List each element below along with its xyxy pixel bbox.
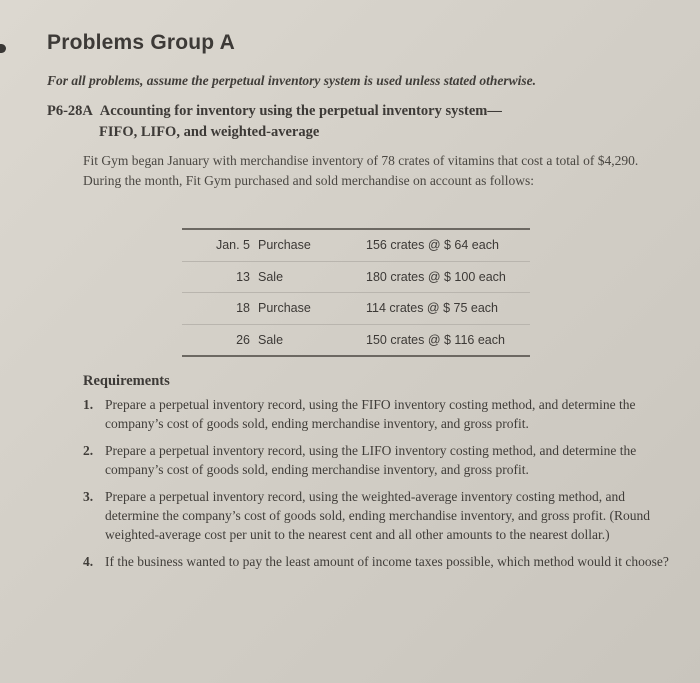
transaction-type: Sale [258, 332, 284, 347]
intro-instruction: For all problems, assume the perpetual inventory system is used unless stated otherwise. [47, 73, 537, 88]
requirement-text: Prepare a perpetual inventory record, using the FIFO inventory costing method, and determine the company’s cost of goods sold, ending merchandise inventory, and gross profit. [105, 397, 636, 431]
requirement-text: Prepare a perpetual inventory record, using the weighted-average inventory costing method, and determine the company’s cost of goods sold, ending merchandise inventory, and gross profit. (Round weighted-average cost per unit to the nearest cent and all other amounts to the nearest dollar.) [105, 489, 651, 542]
requirement-text: If the business wanted to pay the least amount of income taxes possible, which method would it choose? [105, 554, 669, 569]
transaction-detail: 114 crates @ $ 75 each [366, 301, 498, 315]
requirement-item [83, 487, 678, 544]
problem-title-line2: FIFO, LIFO, and weighted-average [99, 124, 320, 140]
transaction-type: Sale [258, 269, 284, 284]
requirements-list [83, 395, 678, 579]
requirement-number: 2. [83, 443, 94, 458]
transaction-date: Jan. 5 [215, 238, 250, 252]
transaction-date: 26 [236, 332, 250, 347]
margin-bullet [0, 44, 6, 53]
requirement-item [83, 441, 678, 479]
problem-code: P6-28A [47, 103, 93, 119]
table-row [182, 292, 530, 324]
table-row [182, 261, 530, 293]
requirement-number: 1. [83, 397, 94, 412]
transaction-detail: 156 crates @ $ 64 each [366, 238, 499, 252]
transaction-type: Purchase [258, 301, 311, 315]
requirement-number: 4. [83, 554, 94, 569]
requirement-number: 3. [83, 489, 94, 504]
transaction-date: 18 [236, 301, 250, 315]
requirements-title: Requirements [83, 373, 170, 389]
section-heading: Problems Group A [47, 31, 235, 54]
transaction-detail: 150 crates @ $ 116 each [366, 332, 505, 347]
transaction-date: 13 [236, 269, 250, 284]
requirement-item [83, 395, 678, 433]
problem-title [47, 101, 502, 143]
problem-description: Fit Gym began January with merchandise inventory of 78 crates of vitamins that cost a total of $4,290. During the month, Fit Gym purchased and sold merchandise on account as follows: [83, 153, 639, 188]
table-row [182, 324, 530, 356]
transaction-detail: 180 crates @ $ 100 each [366, 269, 506, 284]
problem-title-line1: Accounting for inventory using the perpetual inventory system— [99, 103, 502, 119]
requirement-item [83, 552, 678, 571]
table-row [182, 230, 530, 261]
transaction-type: Purchase [258, 238, 311, 252]
transactions-table [182, 228, 530, 357]
requirement-text: Prepare a perpetual inventory record, using the LIFO inventory costing method, and determine the company’s cost of goods sold, ending merchandise inventory, and gross profit. [105, 443, 637, 477]
